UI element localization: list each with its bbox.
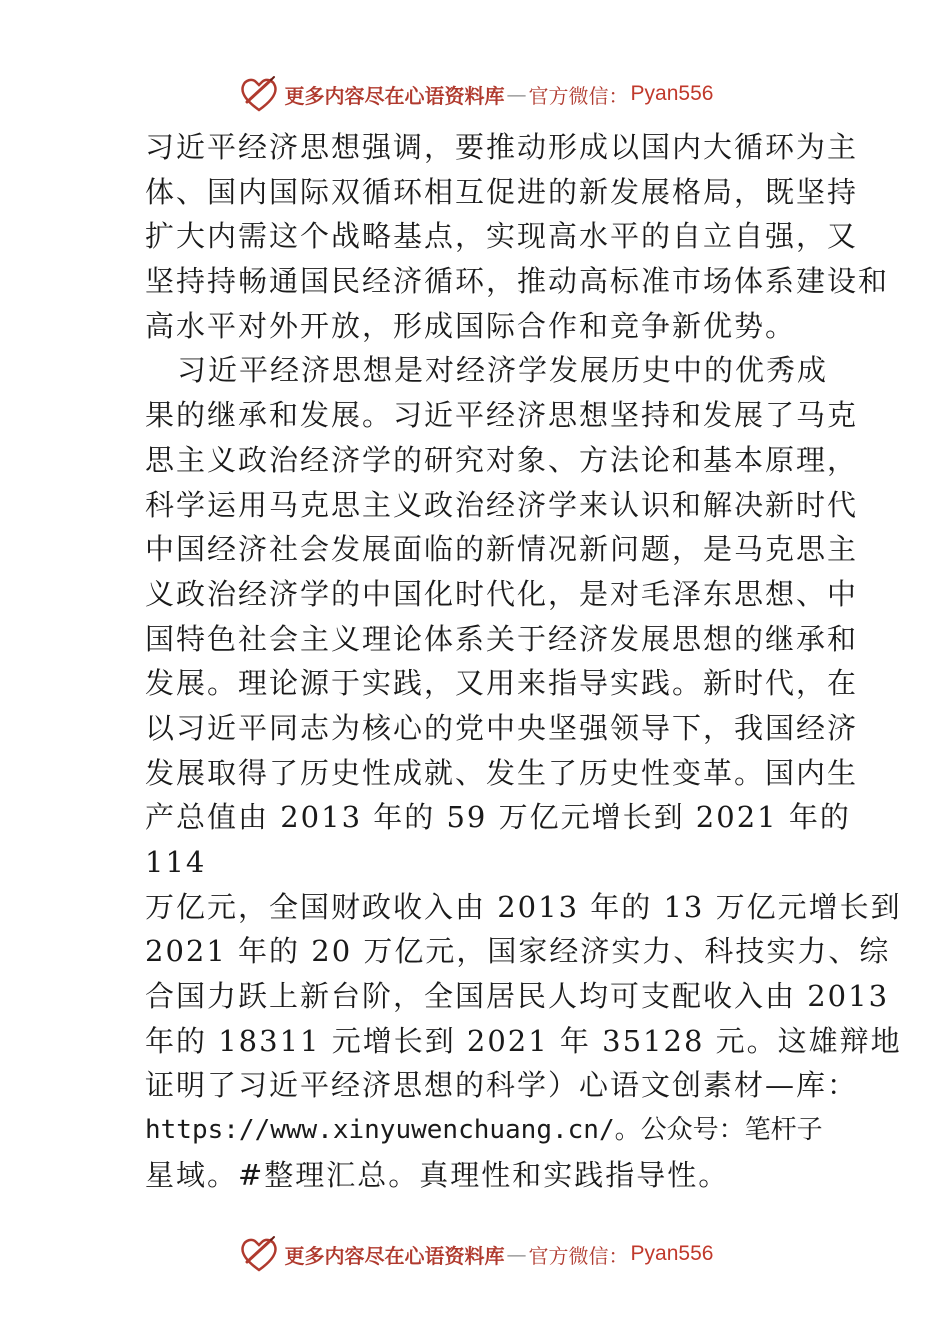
body-line: 星域。#整理汇总。真理性和实践指导性。 <box>145 1157 730 1192</box>
header-banner <box>0 72 950 116</box>
body-line: 产总值由 2013 年的 59 万亿元增长到 2021 年的 <box>145 800 851 835</box>
body-line: 科学运用马克思主义政治经济学来认识和解决新时代 <box>145 487 859 522</box>
body-line: 扩大内需这个战略基点，实现高水平的自立自强，又 <box>145 219 859 254</box>
body-line: 发展取得了历史性成就、发生了历史性变革。国内生 <box>145 755 859 790</box>
body-line: 习近平经济思想是对经济学发展历史中的优秀成 <box>177 353 829 388</box>
header-wechat-label: 官方微信： <box>528 83 629 108</box>
body-line: 坚持持畅通国民经济循环，推动高标准市场体系建设和 <box>145 264 890 299</box>
heart-pen-logo-icon <box>237 72 281 116</box>
footer-brand: 更多内容尽在心语资料库 <box>284 1243 505 1268</box>
body-line: 思主义政治经济学的研究对象、方法论和基本原理， <box>145 442 859 477</box>
heart-pen-logo-icon <box>237 1232 281 1276</box>
body-line: 发展。理论源于实践，又用来指导实践。新时代，在 <box>145 666 859 701</box>
footer-wechat-label: 官方微信： <box>528 1243 629 1268</box>
document-body <box>145 125 902 1198</box>
body-line: 2021 年的 20 万亿元，国家经济实力、科技实力、综 <box>145 934 891 969</box>
header-wechat-id: Pyan556 <box>630 82 714 105</box>
body-line: 果的继承和发展。习近平经济思想坚持和发展了马克 <box>145 398 859 433</box>
body-line: 年的 18311 元增长到 2021 年 35128 元。这雄辩地 <box>145 1023 902 1058</box>
body-line-url: https://www.xinyuwenchuang.cn/。公众号：笔杆子 <box>145 1115 823 1146</box>
body-line: 合国力跃上新台阶，全国居民人均可支配收入由 2013 <box>145 979 890 1014</box>
body-line: 以习近平同志为核心的党中央坚强领导下，我国经济 <box>145 710 859 745</box>
header-dash: — <box>506 82 527 106</box>
body-line: 万亿元，全国财政收入由 2013 年的 13 万亿元增长到 <box>145 889 902 924</box>
body-line: 国特色社会主义理论体系关于经济发展思想的继承和 <box>145 621 859 656</box>
body-line: 义政治经济学的中国化时代化，是对毛泽东思想、中 <box>145 576 859 611</box>
footer-dash: — <box>506 1242 527 1266</box>
header-brand: 更多内容尽在心语资料库 <box>284 83 505 108</box>
footer-banner <box>0 1232 950 1276</box>
body-line: 高水平对外开放，形成国际合作和竞争新优势。 <box>145 308 797 343</box>
body-line: 114 <box>145 845 207 879</box>
footer-wechat-id: Pyan556 <box>630 1242 714 1265</box>
body-line: 证明了习近平经济思想的科学）心语文创素材—库： <box>145 1068 859 1103</box>
body-line: 体、国内国际双循环相互促进的新发展格局，既坚持 <box>145 174 859 209</box>
body-line: 习近平经济思想强调，要推动形成以国内大循环为主 <box>145 130 859 164</box>
body-line: 中国经济社会发展面临的新情况新问题，是马克思主 <box>145 532 859 567</box>
